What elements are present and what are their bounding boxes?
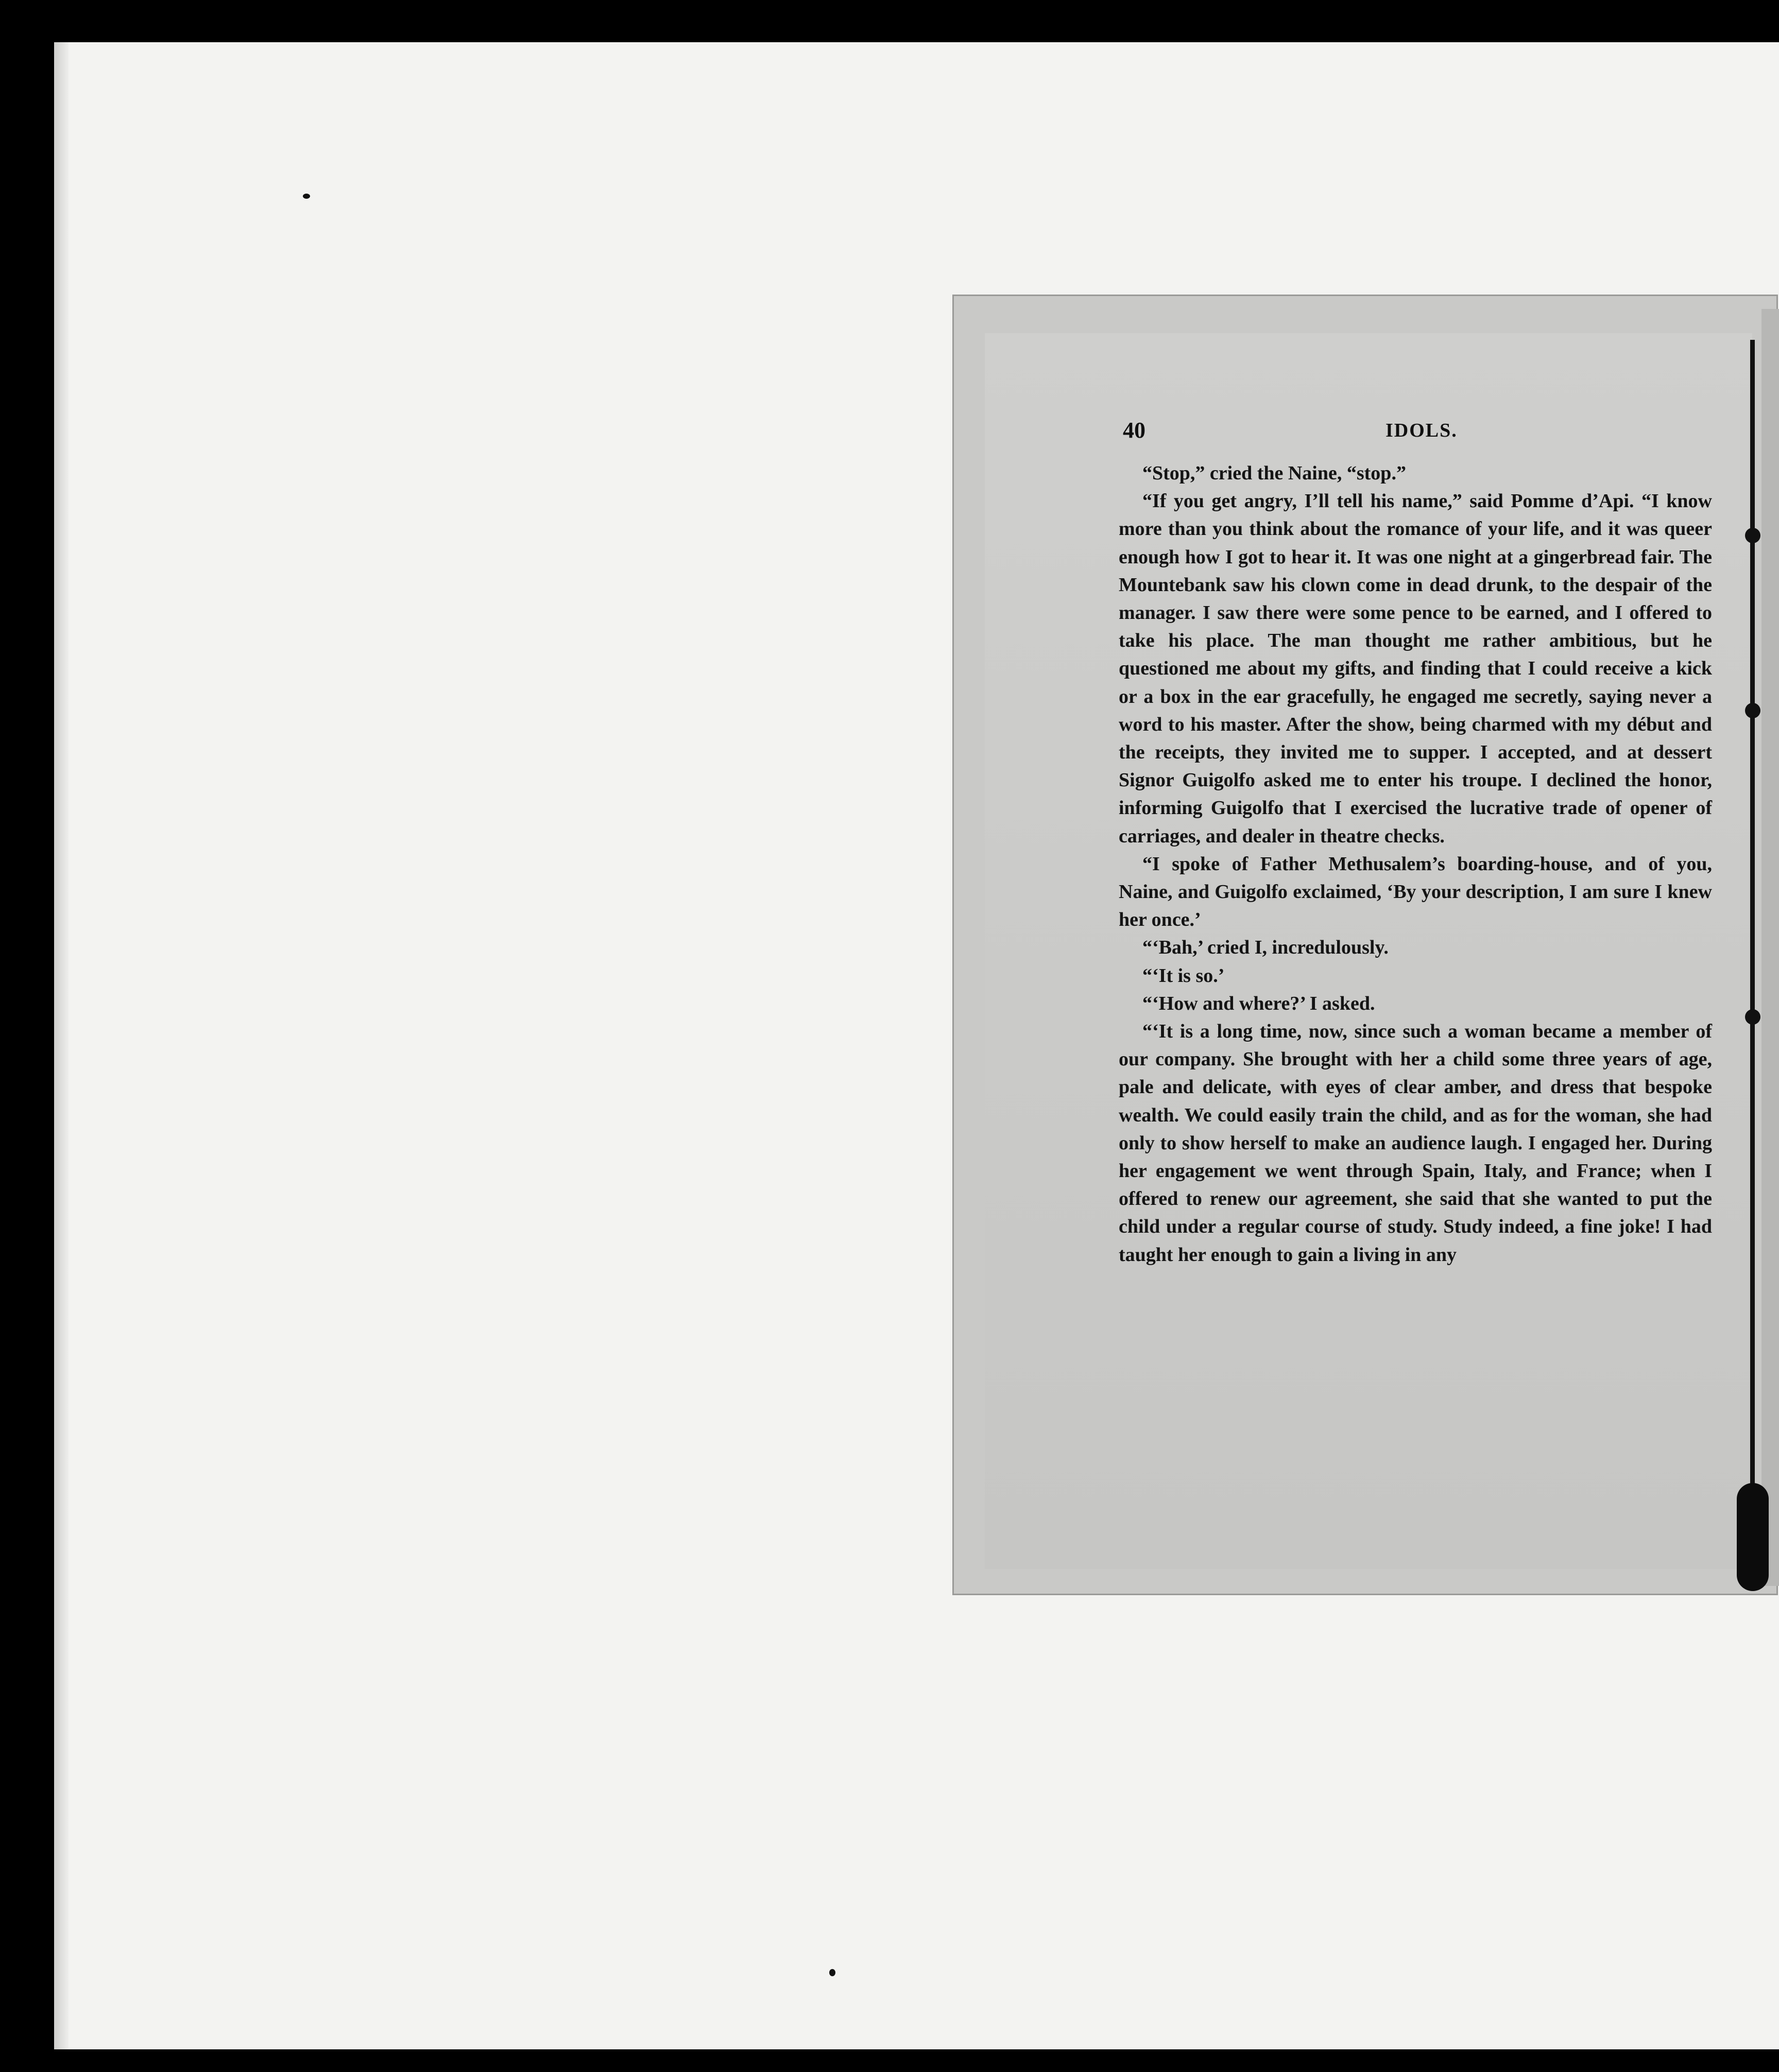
binding-mark [1745,528,1760,543]
dust-speck [303,194,310,199]
binding-gutter [1750,340,1755,1493]
paragraph: “‘How and where?’ I asked. [1142,992,1375,1014]
binding-mark [1745,1009,1760,1025]
binding-mark [1745,703,1760,718]
film-edge [54,42,69,2049]
facing-page-edge [1761,309,1779,1586]
binding-shadow [1737,1483,1769,1591]
paragraph: “I spoke of Father Methusalem’s boarding-house, and of you, Naine, and Guigolfo exclaimed, ‘By your description, I am sure I knew her once.’ [1119,853,1712,931]
paragraph: “‘Bah,’ cried I, incredulously. [1142,937,1389,959]
page-number: 40 [1123,418,1145,443]
paragraph: “‘It is so.’ [1142,964,1225,987]
paragraph: “If you get angry, I’ll tell his name,” said Pomme d’Api. “I know more than you think about the romance of your life, and it was queer enough how I got to hear it. It was one night at a gingerbread fair. The Mountebank saw his clown come in dead drunk, to the despair of the manager. I saw there were some pence to be earned, and I offered to take his place. The man thought me rather ambitious, but he questioned me about my gifts, and finding that I could receive a kick or a box in the ear gracefully, he engaged me secretly, saying never a word to his master. After the show, being charmed with my début and the receipts, they invited me to supper. I accepted, and at dessert Signor Guigolfo asked me to enter his troupe. I declined the honor, informing Guigolfo that I exercised the lucrative trade of opener of carriages, and dealer in theatre checks. [1119,490,1712,847]
body-text [1119,459,1712,1269]
running-title: IDOLS. [1385,420,1458,441]
dust-speck [829,1969,835,1976]
paragraph: “Stop,” cried the Naine, “stop.” [1142,462,1406,484]
paragraph: “‘It is a long time, now, since such a woman became a member of our company. She brought with her a child some three years of age, pale and delicate, with eyes of clear amber, and dress that bespoke wealth. We could easily train the child, and as for the woman, she had only to show herself to make an audience laugh. I engaged her. During her engagement we went through Spain, Italy, and France; when I offered to renew our agreement, she said that she wanted to put the child under a regular course of study. Study indeed, a fine joke! I had taught her enough to gain a living in any [1119,1021,1712,1266]
